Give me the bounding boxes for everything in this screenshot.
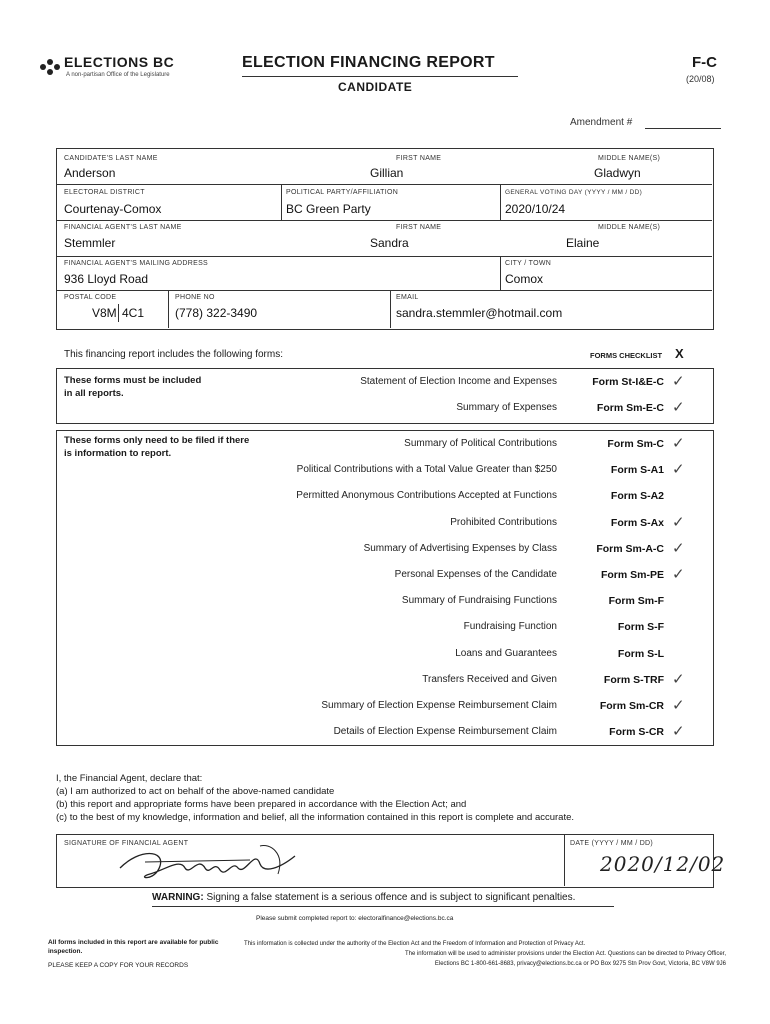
forms-intro: This financing report includes the following forms: <box>64 349 283 360</box>
optional-forms-label: These forms only need to be filed if there is information to report. <box>64 435 250 459</box>
form-code: Form Sm-C <box>607 438 664 450</box>
form-version: (20/08) <box>686 74 715 84</box>
agent-last-name-label: FINANCIAL AGENT'S LAST NAME <box>64 224 182 231</box>
agent-middle-name[interactable]: Elaine <box>566 236 600 250</box>
checkmark-icon[interactable]: ✓ <box>672 722 685 741</box>
amendment-field[interactable] <box>645 128 721 129</box>
form-row <box>0 398 770 418</box>
district-value[interactable]: Courtenay-Comox <box>64 202 162 216</box>
report-title: ELECTION FINANCING REPORT <box>242 54 495 71</box>
form-row <box>0 696 770 716</box>
signature-image[interactable] <box>110 838 310 886</box>
forms-checklist-label: FORMS CHECKLIST <box>590 351 663 360</box>
voting-day-label: GENERAL VOTING DAY (YYYY / MM / DD) <box>505 189 643 196</box>
footer-privacy-3: Elections BC 1-800-661-8683, privacy@elections.bc.ca or PO Box 9275 Stn Prov Govt, Victoria, BC V8W 9J6 <box>434 961 726 967</box>
postal-code-part2[interactable]: 4C1 <box>122 306 145 320</box>
party-label: POLITICAL PARTY/AFFILIATION <box>286 189 399 196</box>
title-underline <box>242 76 518 77</box>
warning-underline <box>152 906 614 907</box>
divider <box>56 256 712 257</box>
form-name: Transfers Received and Given <box>422 673 557 685</box>
agent-address-label: FINANCIAL AGENT'S MAILING ADDRESS <box>64 260 209 267</box>
form-code: Form St-I&E-C <box>592 376 664 388</box>
divider <box>56 290 712 291</box>
form-name: Details of Election Expense Reimbursement Claim <box>333 726 557 738</box>
declaration-line-4: (c) to the best of my knowledge, information and belief, all the information contained in this report is complete and accurate. <box>56 812 575 823</box>
form-name: Prohibited Contributions <box>450 516 557 528</box>
amendment-label: Amendment # <box>570 117 633 128</box>
footer-privacy-2: The information will be used to administer provisions under the Election Act. Questions can be directed to Privacy Officer, <box>404 951 726 957</box>
candidate-middle-name-label: MIDDLE NAME(S) <box>598 155 661 162</box>
divider <box>168 290 169 328</box>
candidate-first-name[interactable]: Gillian <box>370 166 404 180</box>
divider <box>281 184 282 220</box>
form-row <box>0 595 770 611</box>
checkmark-icon[interactable]: ✓ <box>672 669 685 688</box>
form-name: Permitted Anonymous Contributions Accepted at Functions <box>296 490 557 502</box>
form-row <box>0 372 770 392</box>
agent-address[interactable]: 936 Lloyd Road <box>64 272 149 286</box>
agent-first-name[interactable]: Sandra <box>370 236 409 250</box>
declaration-line-1: I, the Financial Agent, declare that: <box>56 773 203 784</box>
form-row <box>0 460 770 480</box>
form-name: Summary of Expenses <box>456 402 557 413</box>
email-label: EMAIL <box>396 294 419 301</box>
form-name: Summary of Election Expense Reimbursement Claim <box>321 700 557 711</box>
divider <box>56 184 712 185</box>
form-row <box>0 512 770 533</box>
form-row <box>0 490 770 506</box>
declaration-line-2: (a) I am authorized to act on behalf of the above-named candidate <box>56 786 335 797</box>
checkmark-icon[interactable]: ✓ <box>672 538 685 557</box>
form-code: Form Sm-F <box>608 595 664 608</box>
form-name: Summary of Fundraising Functions <box>401 595 557 607</box>
phone-label: PHONE NO <box>175 294 215 301</box>
divider <box>56 220 712 221</box>
form-code: Form S-A2 <box>610 490 664 503</box>
warning-label: WARNING: <box>152 892 204 903</box>
candidate-middle-name[interactable]: Gladwyn <box>594 166 641 180</box>
required-forms-label: These forms must be included in all reports. <box>64 375 202 399</box>
form-code: Form Sm-A-C <box>596 542 664 555</box>
report-subtitle: CANDIDATE <box>338 80 413 94</box>
form-name: Statement of Election Income and Expenses <box>360 376 557 387</box>
form-code: Form S-L <box>617 647 664 660</box>
declaration-line-3: (b) this report and appropriate forms have been prepared in accordance with the Election Act; and <box>56 799 467 810</box>
phone-value[interactable]: (778) 322-3490 <box>175 306 258 320</box>
divider <box>564 834 565 886</box>
footer-public-inspection: All forms included in this report are available for public inspection. <box>48 939 219 955</box>
postal-divider <box>118 304 119 322</box>
form-code: Form S-F <box>617 621 664 634</box>
checkmark-icon[interactable]: ✓ <box>672 372 685 390</box>
form-code: Form S-TRF <box>603 673 664 686</box>
district-label: ELECTORAL DISTRICT <box>64 189 145 196</box>
candidate-last-name-label: CANDIDATE'S LAST NAME <box>64 155 158 162</box>
form-code: Form Sm-CR <box>599 700 664 712</box>
footer-keep-copy: PLEASE KEEP A COPY FOR YOUR RECORDS <box>48 962 189 969</box>
divider <box>500 256 501 290</box>
form-code: F-C <box>692 54 717 71</box>
form-code: Form S-Ax <box>610 516 664 529</box>
checkmark-icon[interactable]: ✓ <box>672 512 685 531</box>
warning-line <box>152 892 575 903</box>
postal-code-part1[interactable]: V8M <box>92 306 117 320</box>
form-name: Summary of Political Contributions <box>404 438 557 449</box>
divider <box>390 290 391 328</box>
form-name: Personal Expenses of the Candidate <box>394 569 557 580</box>
form-row <box>0 538 770 559</box>
footer-privacy-1: This information is collected under the authority of the Election Act and the Freedom of Information and Protection of Privacy Act. <box>244 941 586 947</box>
date-value[interactable]: 2020/12/02 <box>600 852 726 876</box>
date-label: DATE (YYYY / MM / DD) <box>570 840 654 847</box>
email-value[interactable]: sandra.stemmler@hotmail.com <box>396 306 563 320</box>
forms-checklist-mark: X <box>675 346 684 361</box>
form-row <box>0 722 770 742</box>
form-code: Form S-CR <box>609 726 664 739</box>
party-value[interactable]: BC Green Party <box>286 202 371 216</box>
elections-bc-logo <box>38 54 208 84</box>
form-row <box>0 565 770 585</box>
postal-code-label: POSTAL CODE <box>64 294 117 301</box>
form-name: Summary of Advertising Expenses by Class <box>363 542 557 554</box>
checkmark-icon[interactable]: ✓ <box>672 434 685 452</box>
form-name: Loans and Guarantees <box>455 647 557 659</box>
form-row <box>0 621 770 637</box>
logo-subtext: A non-partisan Office of the Legislature <box>66 72 170 78</box>
form-row <box>0 648 770 664</box>
agent-city[interactable]: Comox <box>505 272 544 286</box>
form-row <box>0 434 770 454</box>
form-row <box>0 669 770 690</box>
form-code: Form S-A1 <box>610 464 664 477</box>
form-code: Form Sm-E-C <box>596 402 664 414</box>
agent-city-label: CITY / TOWN <box>505 260 552 267</box>
checkmark-icon[interactable]: ✓ <box>672 398 685 416</box>
form-name: Fundraising Function <box>463 621 557 633</box>
handwritten-signature-icon <box>110 838 310 886</box>
logo-mark-icon <box>38 56 64 78</box>
voting-day-value[interactable]: 2020/10/24 <box>505 202 566 216</box>
checkmark-icon[interactable]: ✓ <box>672 460 685 479</box>
submit-instruction: Please submit completed report to: electoralfinance@elections.bc.ca <box>256 915 454 922</box>
agent-last-name[interactable]: Stemmler <box>64 236 116 250</box>
candidate-first-name-label: FIRST NAME <box>396 155 442 162</box>
logo-text: ELECTIONS BC <box>64 54 175 70</box>
signature-label: SIGNATURE OF FINANCIAL AGENT <box>64 840 189 847</box>
agent-middle-name-label: MIDDLE NAME(S) <box>598 224 661 231</box>
checkmark-icon[interactable]: ✓ <box>672 696 685 714</box>
form-name: Political Contributions with a Total Value Greater than $250 <box>296 464 557 476</box>
form-code: Form Sm-PE <box>600 569 664 581</box>
agent-first-name-label: FIRST NAME <box>396 224 442 231</box>
checkmark-icon[interactable]: ✓ <box>672 565 685 583</box>
divider <box>500 184 501 220</box>
candidate-last-name[interactable]: Anderson <box>64 166 116 180</box>
warning-text: Signing a false statement is a serious offence and is subject to significant penalties. <box>206 892 576 903</box>
